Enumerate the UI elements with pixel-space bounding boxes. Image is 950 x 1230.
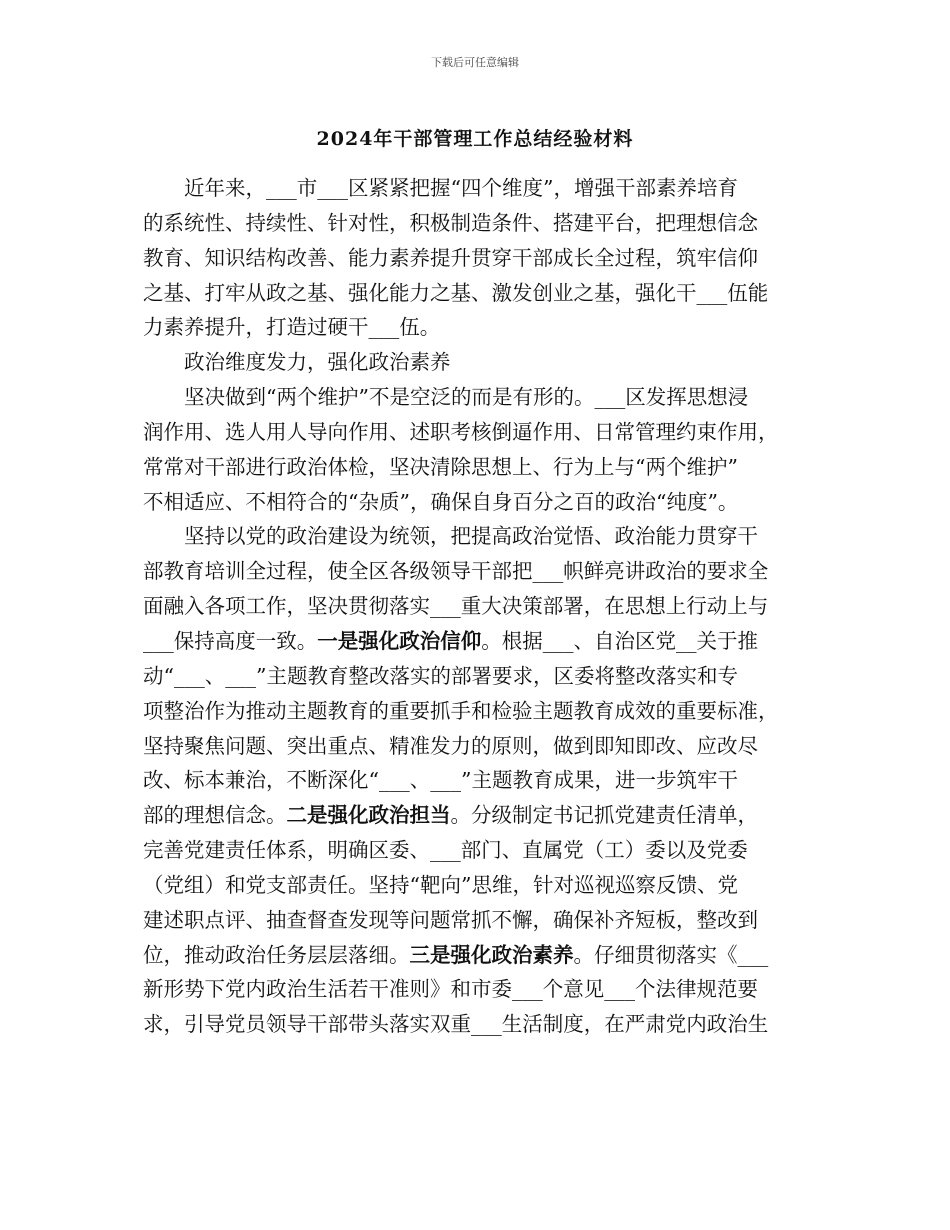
body-line	[143, 450, 818, 485]
line-text: 的系统性、持续性、针对性，积极制造条件、搭建平台，把理想信念	[143, 210, 758, 235]
body-line	[143, 519, 818, 554]
line-text: ___保持高度一致。	[143, 628, 318, 653]
body-line	[143, 485, 818, 520]
body-line	[143, 624, 818, 659]
body-line	[143, 1007, 818, 1042]
line-text: 部的理想信念。	[143, 803, 287, 828]
line-text-continued: 。分级制定书记抓党建责任清单，	[450, 803, 758, 828]
line-text: 常常对干部进行政治体检，坚决清除思想上、行为上与“两个维护”	[143, 454, 738, 479]
body-line	[143, 589, 818, 624]
line-text: 新形势下党内政治生活若干准则》和市委___个意见___个法律规范要	[143, 977, 758, 1002]
body-line	[143, 694, 818, 729]
line-text: 力素养提升，打造过硬干___伍。	[143, 315, 441, 340]
line-text: 位，推动政治任务层层落细。	[143, 942, 410, 967]
body-line	[143, 833, 818, 868]
line-text: 动“___、___”主题教育整改落实的部署要求，区委将整改落实和专	[143, 663, 738, 688]
line-text: 之基、打牢从政之基、强化能力之基、激发创业之基，强化干___伍能	[143, 280, 769, 305]
line-text: 政治维度发力，强化政治素养	[143, 350, 451, 375]
line-text: 求，引导党员领导干部带头落实双重___生活制度，在严肃党内政治生	[143, 1012, 769, 1037]
body-line	[143, 206, 818, 241]
line-text: 完善党建责任体系，明确区委、___部门、直属党（工）委以及党委	[143, 838, 748, 863]
body-line	[143, 380, 818, 415]
body-line	[143, 415, 818, 450]
line-text: 教育、知识结构改善、能力素养提升贯穿干部成长全过程，筑牢信仰	[143, 245, 758, 270]
line-text: （党组）和党支部责任。坚持“靶向”思维，针对巡视巡察反馈、党	[143, 872, 738, 897]
bold-heading: 二是强化政治担当	[286, 803, 451, 828]
bold-heading: 三是强化政治素养	[409, 942, 574, 967]
line-text: 建述职点评、抽查督查发现等问题常抓不懈，确保补齐短板，整改到	[143, 907, 758, 932]
bold-heading: 一是强化政治信仰	[317, 628, 482, 653]
line-text: 改、标本兼治，不断深化“___、___”主题教育成果，进一步筑牢干	[143, 768, 738, 793]
body-line	[143, 763, 818, 798]
body-line	[143, 241, 818, 276]
line-text: 近年来，___市___区紧紧把握“四个维度”，增强干部素养培育	[143, 176, 738, 200]
line-text: 部教育培训全过程，使全区各级领导干部把___帜鲜亮讲政治的要求全	[143, 559, 769, 584]
document-title: 2024年干部管理工作总结经验材料	[316, 128, 634, 150]
line-text: 润作用、选人用人导向作用、述职考核倒逼作用、日常管理约束作用，	[143, 419, 779, 444]
body-line	[143, 554, 818, 589]
body-line	[143, 903, 818, 938]
body-line	[143, 938, 818, 973]
line-text: 项整治作为推动主题教育的重要抓手和检验主题教育成效的重要标准，	[143, 698, 779, 723]
line-text: 坚决做到“两个维护”不是空泛的而是有形的。___区发挥思想浸	[143, 385, 749, 410]
body-line	[143, 972, 818, 1007]
document-body	[143, 171, 818, 1042]
body-line	[143, 868, 818, 903]
body-line	[143, 798, 818, 833]
line-text: 面融入各项工作，坚决贯彻落实___重大决策部署，在思想上行动上与	[143, 594, 769, 619]
line-text: 坚持以党的政治建设为统领，把提高政治觉悟、政治能力贯穿干	[143, 524, 758, 549]
line-text: 不相适应、不相符合的“杂质”，确保自身百分之百的政治“纯度”。	[143, 489, 739, 514]
line-text: 坚持聚焦问题、突出重点、精准发力的原则，做到即知即改、应改尽	[143, 733, 758, 758]
body-line	[143, 729, 818, 764]
line-text-continued: 。仔细贯彻落实《___	[573, 942, 769, 967]
body-line	[143, 659, 818, 694]
body-line	[143, 171, 818, 206]
header-note: 下载后可任意编辑	[431, 56, 519, 69]
line-text-continued: 。根据___、自治区党__关于推	[481, 628, 758, 653]
body-line	[143, 310, 818, 345]
body-line	[143, 276, 818, 311]
body-line	[143, 345, 818, 380]
